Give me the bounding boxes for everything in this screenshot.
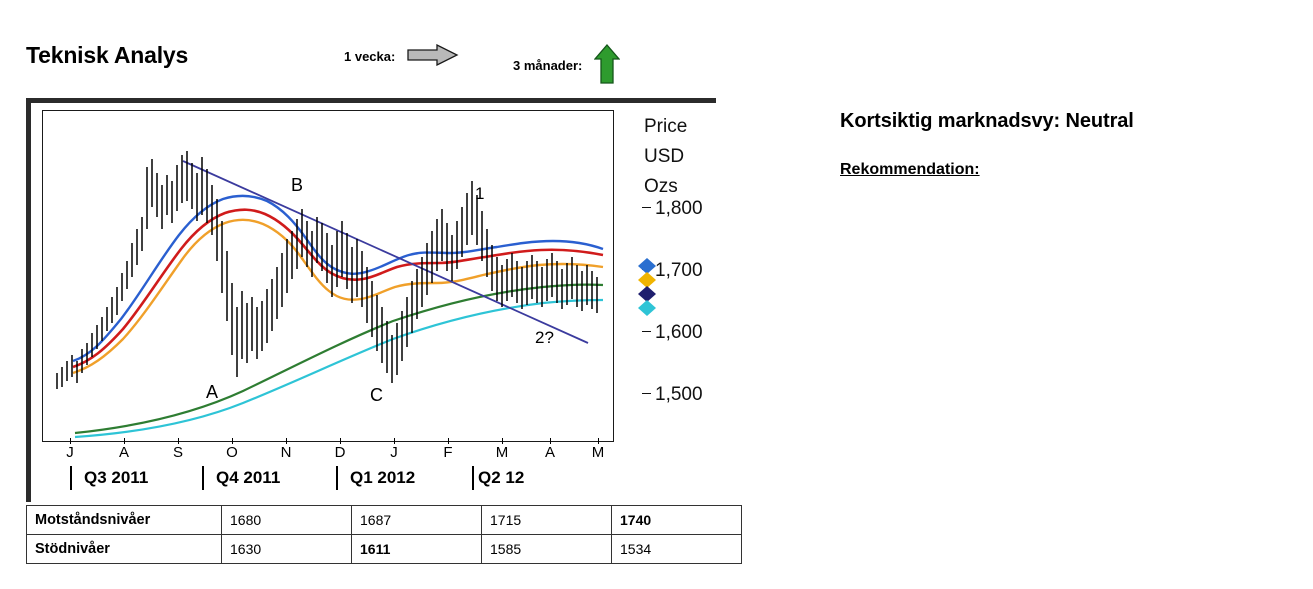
signal-one-week	[344, 44, 459, 69]
x-tick-1	[70, 438, 71, 444]
resistance-level-1: 1680	[222, 506, 352, 535]
levels-table	[26, 505, 742, 564]
x-month-S: S	[172, 444, 183, 461]
x-axis-months	[42, 444, 612, 466]
x-tick-9	[502, 438, 503, 444]
quarter-label-q1-2012: Q1 2012	[350, 468, 416, 487]
x-tick-11	[598, 438, 599, 444]
resistance-level-3: 1715	[482, 506, 612, 535]
support-level-4: 1534	[612, 535, 742, 564]
ma-short-line	[73, 196, 603, 361]
signal-three-months	[513, 44, 620, 87]
x-tick-10	[550, 438, 551, 444]
support-level-3: 1585	[482, 535, 612, 564]
signal-three-months-label: 3 månader:	[513, 58, 583, 73]
y-axis-caption-line-3: Ozs	[644, 176, 678, 197]
page-header	[0, 0, 1313, 92]
level-marker-1645	[638, 300, 656, 316]
y-axis-caption	[644, 112, 724, 202]
x-axis-quarters	[34, 466, 634, 494]
market-view-text: Kortsiktig marknadsvy: Neutral	[840, 110, 1134, 132]
quarter-label-q3-2011: Q3 2011	[84, 468, 149, 487]
quarter-sep-2	[202, 466, 204, 490]
signal-one-week-label: 1 vecka:	[344, 49, 396, 64]
x-tick-7	[394, 438, 395, 444]
resistance-level-4: 1740	[612, 506, 742, 535]
quarter-label-q4-2011: Q4 2011	[216, 468, 281, 487]
right-arrow-icon	[407, 44, 459, 69]
x-month-F: F	[443, 444, 453, 461]
x-tick-2	[124, 438, 125, 444]
quarter-sep-3	[336, 466, 338, 490]
y-axis-caption-line-2: USD	[644, 146, 685, 167]
resistance-level-2: 1687	[352, 506, 482, 535]
x-tick-8	[448, 438, 449, 444]
chart-annotation-A: A	[206, 382, 219, 402]
chart-left-rule	[26, 98, 31, 502]
recommendation-heading: Rekommendation:	[840, 161, 980, 178]
price-bars	[57, 151, 597, 389]
x-month-O: O	[226, 444, 238, 461]
commentary-panel	[840, 110, 1270, 179]
chart-annotation-B: B	[291, 175, 304, 195]
page-title: Teknisk Analys	[26, 42, 189, 68]
support-level-1: 1630	[222, 535, 352, 564]
x-month-A2: A	[544, 444, 555, 461]
x-tick-3	[178, 438, 179, 444]
x-tick-6	[340, 438, 341, 444]
chart-annotation-2: 2?	[535, 328, 554, 347]
y-tick-1500: 1,500	[642, 384, 703, 406]
quarter-label-q2-12: Q2 12	[478, 468, 525, 487]
ma-slowest-line	[75, 300, 603, 437]
table-row	[27, 535, 742, 564]
row-header-resistance: Motståndsnivåer	[27, 506, 222, 535]
y-tick-1600: 1,600	[642, 322, 703, 344]
chart-annotation-1: 1	[475, 184, 485, 203]
x-month-N: N	[280, 444, 292, 461]
table-row	[27, 506, 742, 535]
x-tick-4	[232, 438, 233, 444]
x-month-M2: M	[591, 444, 605, 461]
y-axis-caption-line-1: Price	[644, 116, 688, 137]
support-level-2: 1611	[352, 535, 482, 564]
y-tick-1700: 1,700	[642, 260, 703, 282]
x-month-J1: J	[66, 444, 74, 461]
quarter-sep-4	[472, 466, 474, 490]
x-month-A1: A	[118, 444, 129, 461]
up-arrow-icon	[594, 44, 620, 87]
chart-annotation-C: C	[370, 385, 383, 405]
chart-svg	[43, 111, 613, 441]
x-tick-5	[286, 438, 287, 444]
y-tick-1800: 1,800	[642, 198, 703, 220]
chart-top-rule	[26, 98, 716, 103]
x-month-D: D	[334, 444, 346, 461]
chart-plot-area	[42, 110, 614, 442]
ma-slow-line	[75, 285, 603, 433]
row-header-support: Stödnivåer	[27, 535, 222, 564]
quarter-sep-1	[70, 466, 72, 490]
x-month-J2: J	[390, 444, 398, 461]
technical-analysis-chart	[26, 98, 716, 502]
x-month-M1: M	[495, 444, 509, 461]
